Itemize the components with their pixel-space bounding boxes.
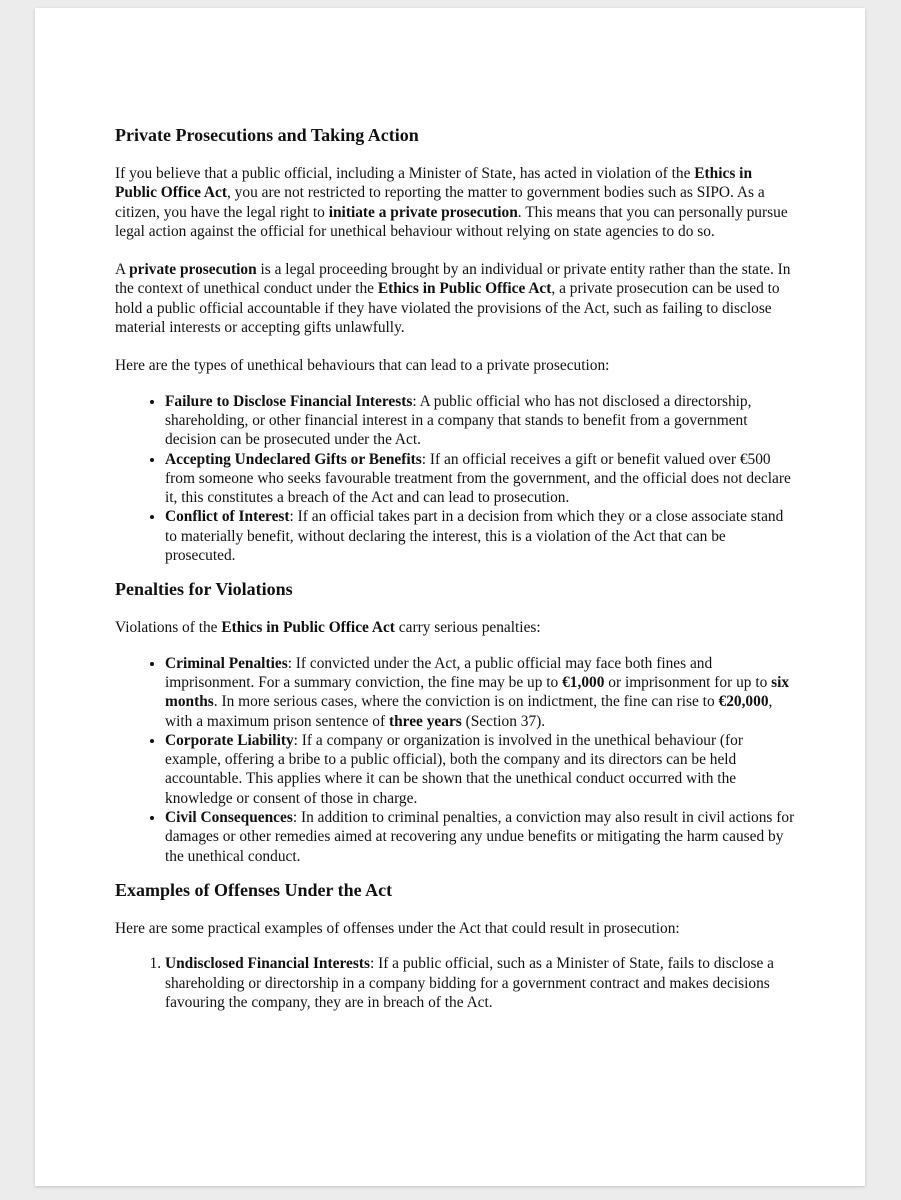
list-item — [165, 808, 795, 866]
bold-run: Accepting Undeclared Gifts or Benefits — [165, 450, 422, 468]
text-run: (Section 37). — [461, 712, 546, 730]
bold-run: initiate a private prosecution — [328, 203, 518, 221]
bold-run: Ethics in Public Office Act — [377, 280, 552, 298]
bold-run: Ethics in Public Office Act — [115, 165, 753, 202]
behaviour-list — [115, 392, 795, 566]
document-page — [35, 8, 865, 1186]
document-content — [115, 124, 795, 1025]
text-run: : If convicted under the Act, a public official may face both fines and imprisonment. For a summary conviction, the fine may be up to — [165, 654, 713, 691]
text-run: Violations of the — [115, 619, 222, 637]
bold-run: €1,000 — [562, 673, 605, 691]
text-run: : A public official who has not disclosed a directorship, shareholding, or other financial interest in a company that stands to benefit from a government decision can be prosecuted under the Act. — [165, 392, 752, 449]
text-run: carry serious penalties: — [394, 619, 541, 637]
list-item — [165, 450, 795, 508]
bold-run: private prosecution — [129, 261, 257, 279]
text-run: is a legal proceeding brought by an individual or private entity rather than the state. In the context of unethical conduct under the — [115, 261, 791, 298]
penalties-list — [115, 654, 795, 866]
paragraph-penalties-intro — [115, 618, 795, 637]
text-run: : If an official takes part in a decision from which they or a close associate stand to materially benefit, without declaring the interest, this is a violation of the Act that can be prosecuted. — [165, 508, 784, 565]
text-run: , you are not restricted to reporting the matter to government bodies such as SIPO. As a citizen, you have the legal right to — [115, 184, 765, 221]
text-run: A — [115, 261, 130, 279]
text-run: : If an official receives a gift or benefit valued over €500 from someone who seeks favourable treatment from the government, and the official does not declare it, this constitutes a breach of the Act and can lead to prosecution. — [165, 450, 791, 507]
list-item — [165, 392, 795, 450]
text-run: . This means that you can personally pursue legal action against the official for unethical behaviour without relying on state agencies to do so. — [115, 203, 788, 240]
paragraph-types-intro: Here are the types of unethical behaviours that can lead to a private prosecution: — [115, 357, 610, 375]
text-run: , a private prosecution can be used to hold a public official accountable if they have violated the provisions of the Act, such as failing to disclose material interests or accepting gifts unlawfully. — [115, 280, 780, 337]
text-run: . In more serious cases, where the conviction is on indictment, the fine can rise to — [213, 693, 719, 711]
bold-run: €20,000 — [718, 693, 769, 711]
examples-list — [115, 954, 795, 1012]
heading-private-prosecutions: Private Prosecutions and Taking Action — [115, 125, 419, 145]
bold-run: Conflict of Interest — [165, 508, 290, 526]
paragraph-intro — [115, 164, 795, 241]
text-run: : If a company or organization is involved in the unethical behaviour (for example, offering a bribe to a public official), both the company and its directors can be held accountable. This applies where it can be shown that the unethical conduct occurred with the knowledge or consent of those in charge. — [165, 731, 743, 807]
text-run: If you believe that a public official, including a Minister of State, has acted in violation of the — [115, 165, 695, 182]
paragraph-definition — [115, 260, 795, 337]
text-run: or imprisonment for up to — [604, 673, 772, 691]
bold-run: Ethics in Public Office Act — [221, 619, 395, 637]
heading-penalties: Penalties for Violations — [115, 579, 293, 600]
list-item — [165, 731, 795, 808]
bold-run: Criminal Penalties — [165, 654, 288, 672]
paragraph-examples-intro: Here are some practical examples of offenses under the Act that could result in prosecution: — [115, 919, 680, 937]
list-item — [165, 954, 795, 1012]
bold-run: three years — [388, 712, 462, 730]
text-run: : If a public official, such as a Minister of State, fails to disclose a shareholding or directorship in a company bidding for a government contract and makes decisions favouring the company, they are in breach of the Act. — [165, 955, 774, 1011]
bold-run: Failure to Disclose Financial Interests — [165, 392, 413, 410]
heading-examples: Examples of Offenses Under the Act — [115, 879, 393, 900]
text-run: , with a maximum prison sentence of — [165, 693, 773, 730]
bold-run: Corporate Liability — [165, 731, 294, 749]
list-item — [165, 654, 795, 731]
bold-run: Undisclosed Financial Interests — [165, 955, 370, 973]
bold-run: Civil Consequences — [165, 809, 293, 827]
text-run: : In addition to criminal penalties, a conviction may also result in civil actions for damages or other remedies aimed at recovering any undue benefits or mitigating the harm caused by the unethical conduct. — [165, 809, 795, 865]
list-item — [165, 507, 795, 565]
bold-run: six months — [165, 673, 790, 711]
